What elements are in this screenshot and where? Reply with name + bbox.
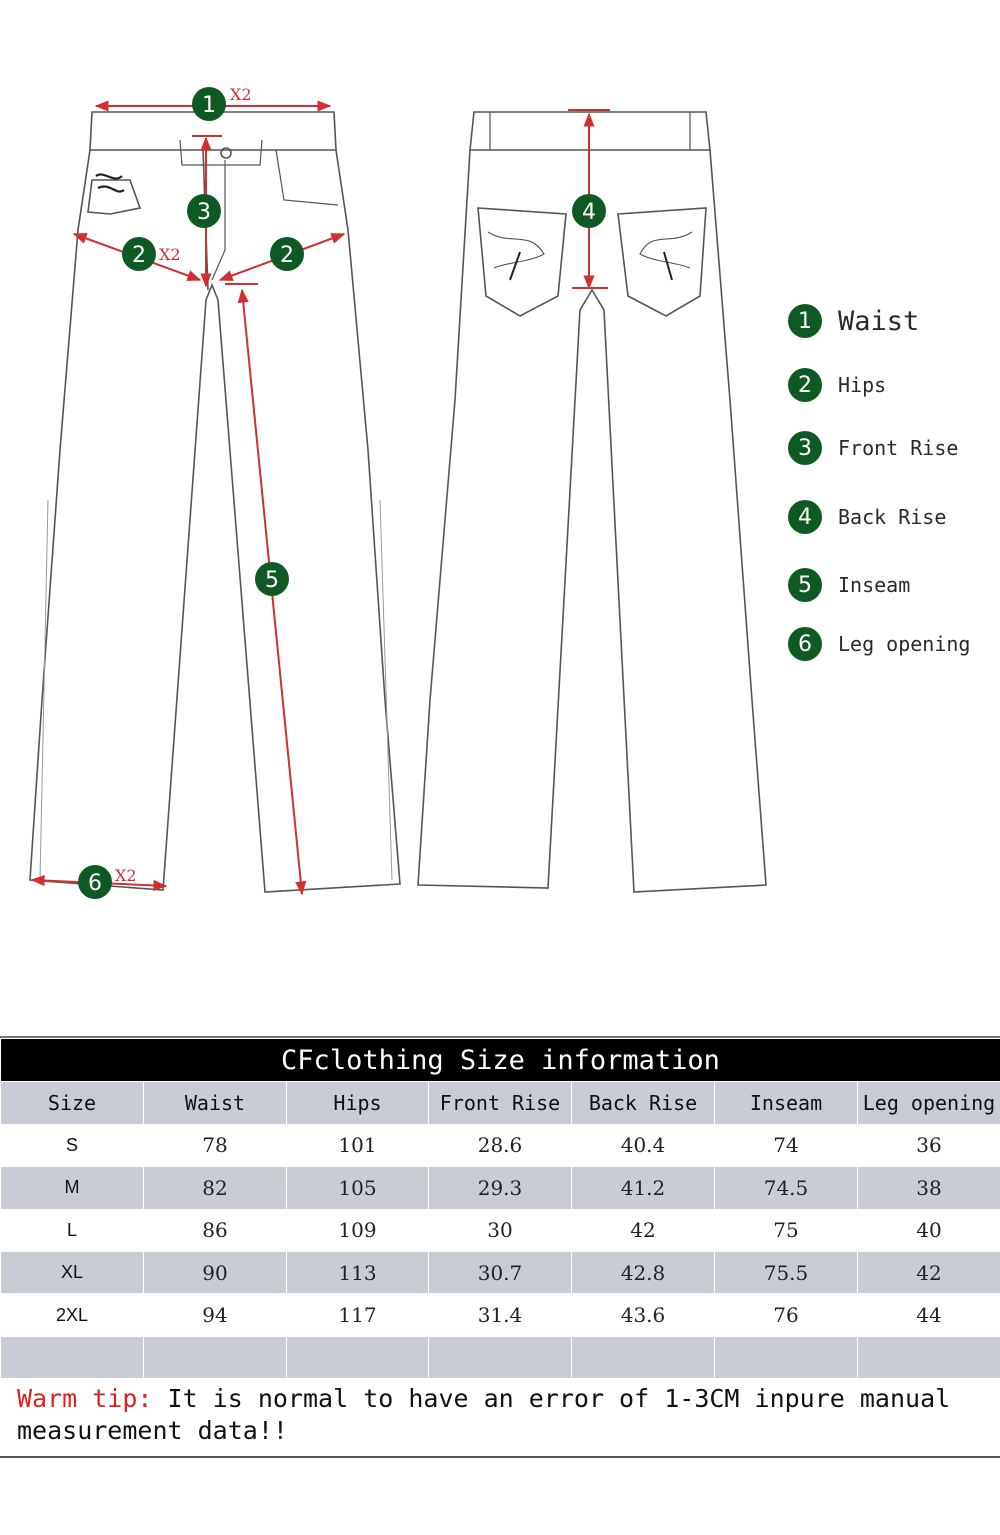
legend-label: Inseam <box>838 573 911 597</box>
table-cell: 36 <box>858 1124 1000 1166</box>
table-cell: 30 <box>429 1209 572 1251</box>
measure-lines <box>32 106 610 894</box>
waist-multiplier: X2 <box>230 85 252 104</box>
table-cell: 75.5 <box>715 1251 858 1293</box>
table-cell: 76 <box>715 1294 858 1336</box>
svg-text:3: 3 <box>197 200 211 225</box>
svg-text:2: 2 <box>280 243 294 268</box>
legend-item-back-rise <box>788 500 946 534</box>
table-cell: L <box>1 1209 144 1251</box>
table-cell: 2XL <box>1 1294 144 1336</box>
table-row-empty <box>1 1336 1000 1378</box>
table-title: CFclothing Size information <box>1 1039 1000 1082</box>
table-cell: 41.2 <box>572 1167 715 1209</box>
table-cell: 44 <box>858 1294 1000 1336</box>
table-cell: 109 <box>287 1209 429 1251</box>
table-cell: 38 <box>858 1167 1000 1209</box>
table-cell: 75 <box>715 1209 858 1251</box>
table-cell: 29.3 <box>429 1167 572 1209</box>
svg-text:2: 2 <box>132 243 146 268</box>
table-cell: 30.7 <box>429 1251 572 1293</box>
legend-label: Leg opening <box>838 632 971 656</box>
legend-label: Front Rise <box>838 436 959 460</box>
table-cell: 117 <box>287 1294 429 1336</box>
table-cell: 82 <box>144 1167 287 1209</box>
table-header-row <box>1 1082 1000 1124</box>
table-cell: 42.8 <box>572 1251 715 1293</box>
svg-text:4: 4 <box>582 200 596 225</box>
hips-multiplier: X2 <box>159 245 181 264</box>
leg-opening-multiplier: X2 <box>115 866 137 885</box>
size-table <box>0 1038 1000 1458</box>
badge-2-left <box>122 237 156 271</box>
table-cell: 86 <box>144 1209 287 1251</box>
legend-item-hips <box>788 368 886 402</box>
back-view-pants <box>418 112 766 892</box>
column-header: Hips <box>287 1082 429 1124</box>
table-cell: 40.4 <box>572 1124 715 1166</box>
table-cell: 78 <box>144 1124 287 1166</box>
warm-tip-text: It is normal to have an error of 1-3CM inpure manual measurement data!! <box>17 1384 951 1446</box>
badge-3-icon: 3 <box>788 431 822 465</box>
column-header: Waist <box>144 1082 287 1124</box>
table-cell: 101 <box>287 1124 429 1166</box>
badge-2-right <box>270 237 304 271</box>
table-cell: M <box>1 1167 144 1209</box>
front-view-pants <box>30 112 400 892</box>
column-header: Size <box>1 1082 144 1124</box>
table-cell: 43.6 <box>572 1294 715 1336</box>
badge-4 <box>572 194 606 228</box>
table-cell: 40 <box>858 1209 1000 1251</box>
table-cell: 42 <box>572 1209 715 1251</box>
column-header: Front Rise <box>429 1082 572 1124</box>
legend-label: Back Rise <box>838 505 947 529</box>
svg-text:1: 1 <box>202 93 216 118</box>
legend-item-waist <box>788 304 919 338</box>
table-row <box>1 1251 1000 1293</box>
table-cell: 94 <box>144 1294 287 1336</box>
table-cell: 42 <box>858 1251 1000 1293</box>
table-row <box>1 1167 1000 1209</box>
table-cell: 31.4 <box>429 1294 572 1336</box>
table-cell: 74.5 <box>715 1167 858 1209</box>
legend-item-inseam <box>788 568 910 602</box>
warm-tip <box>1 1379 1000 1457</box>
pocket-logo-icon <box>96 174 124 191</box>
legend-item-leg-opening <box>788 627 970 661</box>
column-header: Leg opening <box>858 1082 1000 1124</box>
badge-4-icon: 4 <box>788 500 822 534</box>
table-cell: S <box>1 1124 144 1166</box>
badge-1-icon: 1 <box>788 304 822 338</box>
table-cell: 105 <box>287 1167 429 1209</box>
table-row <box>1 1294 1000 1336</box>
table-cell: 90 <box>144 1251 287 1293</box>
table-row <box>1 1209 1000 1251</box>
table-cell: 28.6 <box>429 1124 572 1166</box>
table-cell: 74 <box>715 1124 858 1166</box>
badge-2-icon: 2 <box>788 368 822 402</box>
legend-label: Waist <box>838 305 920 337</box>
legend-label: Hips <box>838 373 887 397</box>
legend-item-front-rise <box>788 431 958 465</box>
svg-text:5: 5 <box>265 568 279 593</box>
warm-tip-label: Warm tip: <box>17 1384 153 1414</box>
svg-text:6: 6 <box>88 871 102 896</box>
table-row <box>1 1124 1000 1166</box>
badge-6 <box>78 865 112 899</box>
badge-5-icon: 5 <box>788 568 822 602</box>
badge-1 <box>192 87 226 121</box>
column-header: Inseam <box>715 1082 858 1124</box>
table-cell: 113 <box>287 1251 429 1293</box>
table-cell: XL <box>1 1251 144 1293</box>
badge-3 <box>187 194 221 228</box>
column-header: Back Rise <box>572 1082 715 1124</box>
badge-6-icon: 6 <box>788 627 822 661</box>
badge-5 <box>255 562 289 596</box>
